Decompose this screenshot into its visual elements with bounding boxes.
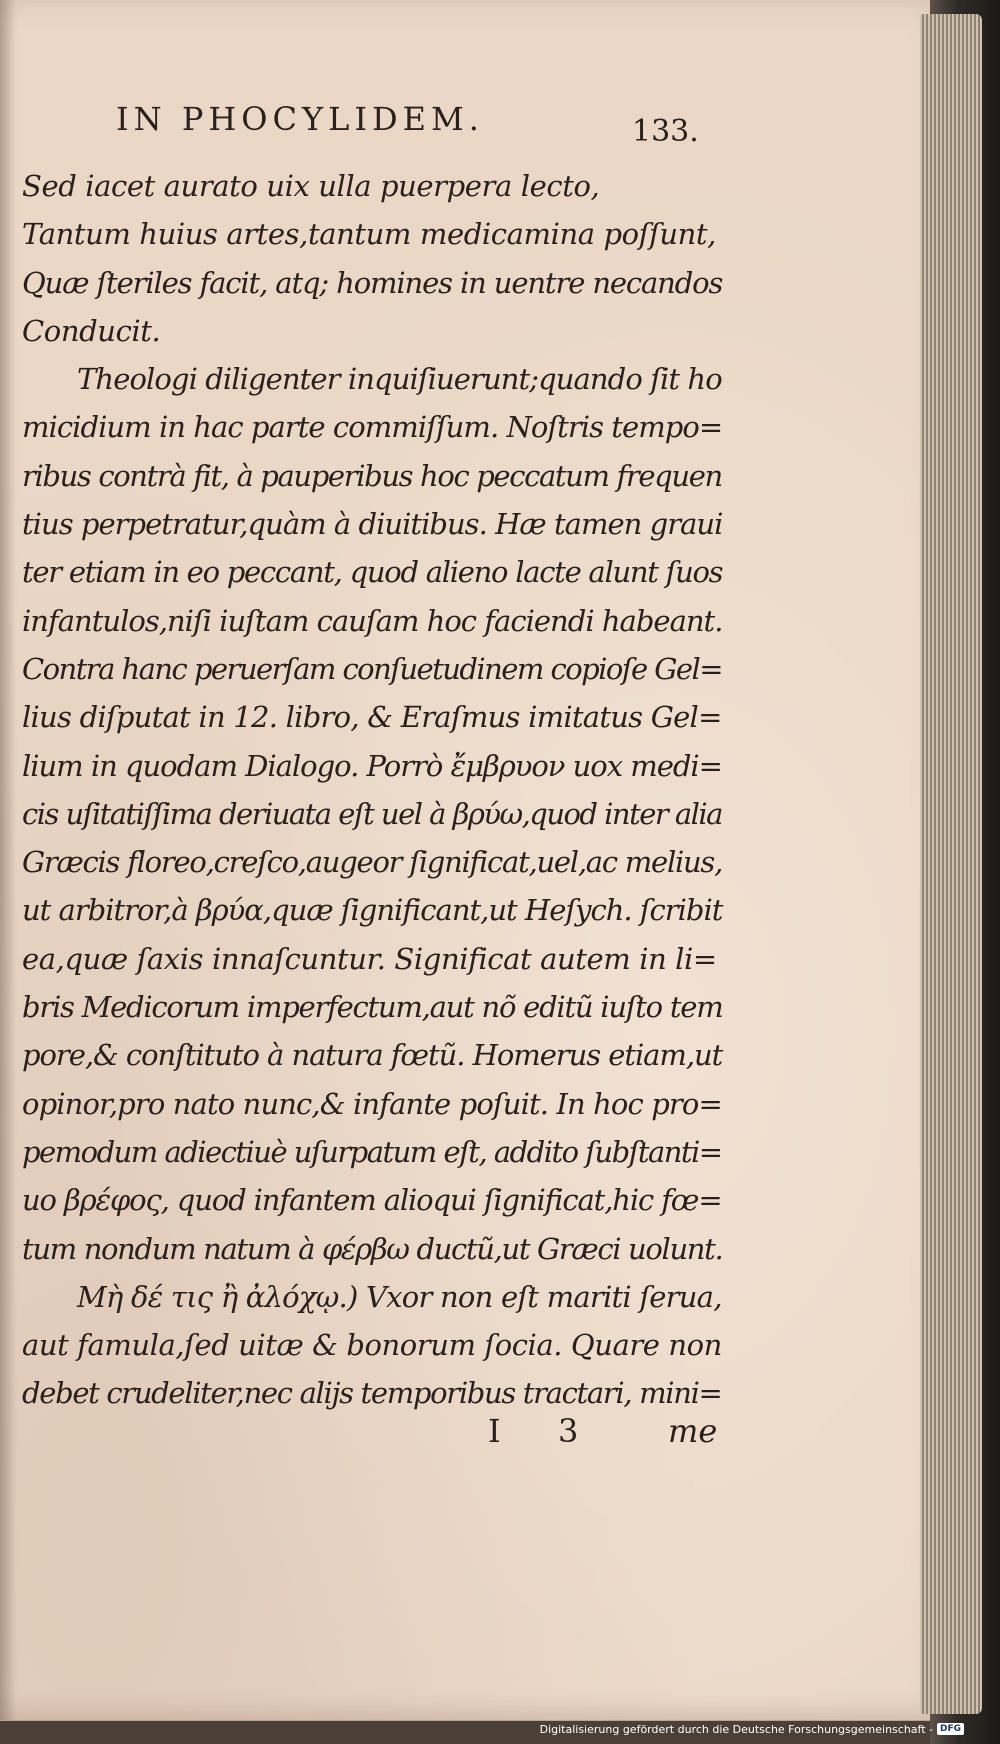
- text-line: lius diſputat in 12. libro, & Eraſmus imitatus Gel=: [22, 700, 722, 735]
- credit-text: Digitalisierung gefördert durch die Deutsche Forschungsgemeinschaft -: [539, 1722, 933, 1736]
- dfg-logo: DFG: [937, 1723, 964, 1735]
- text-line: tius perpetratur,quàm à diuitibus. Hæ tamen graui: [22, 507, 723, 542]
- page-number: 133.: [632, 114, 699, 149]
- text-line: micidium in hac parte commiſſum. Noſtris tempo=: [22, 410, 723, 445]
- running-head: IN PHOCYLIDEM.: [116, 100, 484, 138]
- text-line: opinor,pro nato nunc,& infante poſuit. In hoc pro=: [22, 1086, 722, 1121]
- catchword: me: [668, 1412, 718, 1450]
- text-line: Tantum huius artes,tantum medicamina poſſunt,: [22, 217, 716, 252]
- text-line: ter etiam in eo peccant, quod alieno lacte alunt ſuos: [22, 555, 723, 590]
- text-line: Theologi diligenter inquiſiuerunt;quando ſit ho: [77, 362, 722, 397]
- digitization-credit: [540, 1718, 964, 1740]
- text-line: tum nondum natum à φέρβω ductũ,ut Græci uolunt.: [22, 1231, 723, 1266]
- text-line: bris Medicorum imperfectum,aut nõ editũ iuſto tem: [22, 990, 723, 1025]
- text-line: aut famula,ſed uitæ & bonorum ſocia. Quare non: [22, 1328, 722, 1363]
- text-line: ribus contrà fit, à pauperibus hoc peccatum frequen: [22, 458, 722, 493]
- text-line: pemodum adiectiuè uſurpatum eſt, addito ſubſtanti=: [22, 1134, 722, 1169]
- text-line: uo βρέφος, quod infantem alioqui ſignificat,hic fœ=: [22, 1183, 722, 1218]
- page-stack: [920, 14, 982, 1714]
- text-line: Quæ ſteriles facit, atq; homines in uentre necandos: [22, 265, 723, 300]
- text-line: infantulos,niſi iuſtam cauſam hoc faciendi habeant.: [22, 603, 723, 638]
- text-line: pore,& conſtituto à natura fœtũ. Homerus etiam,ut: [22, 1038, 723, 1073]
- text-line: cis uſitatiſſima deriuata eſt uel à βρύω,quod inter alia: [22, 796, 722, 831]
- signature-number: 3: [558, 1412, 579, 1450]
- text-line: ea,quæ ſaxis innaſcuntur. Significat autem in li=: [22, 941, 717, 976]
- gutter-shadow: [0, 0, 16, 1720]
- text-line: Μὴ δέ τις ἢ ἀλόχῳ.) Vxor non eſt mariti ſerua,: [77, 1279, 722, 1314]
- text-line: Conducit.: [22, 313, 161, 348]
- text-line: Contra hanc peruerſam conſuetudinem copioſe Gel=: [22, 651, 722, 686]
- text-line: lium in quodam Dialogo. Porrò ἔμβρυον uox medi=: [22, 748, 722, 783]
- body-text: [22, 162, 722, 1418]
- text-line: Græcis floreo,creſco,augeor ſignificat,uel,ac melius,: [22, 845, 723, 880]
- signature-mark: I: [488, 1412, 501, 1450]
- text-line: Sed iacet aurato uix ulla puerpera lecto,: [22, 169, 600, 203]
- text-line: debet crudeliter,nec alijs temporibus tractari, mini=: [22, 1376, 722, 1411]
- signature-line: [488, 1412, 728, 1462]
- text-line: ut arbitror,à βρύα,quæ ſignificant,ut Heſych. ſcribit: [22, 893, 723, 928]
